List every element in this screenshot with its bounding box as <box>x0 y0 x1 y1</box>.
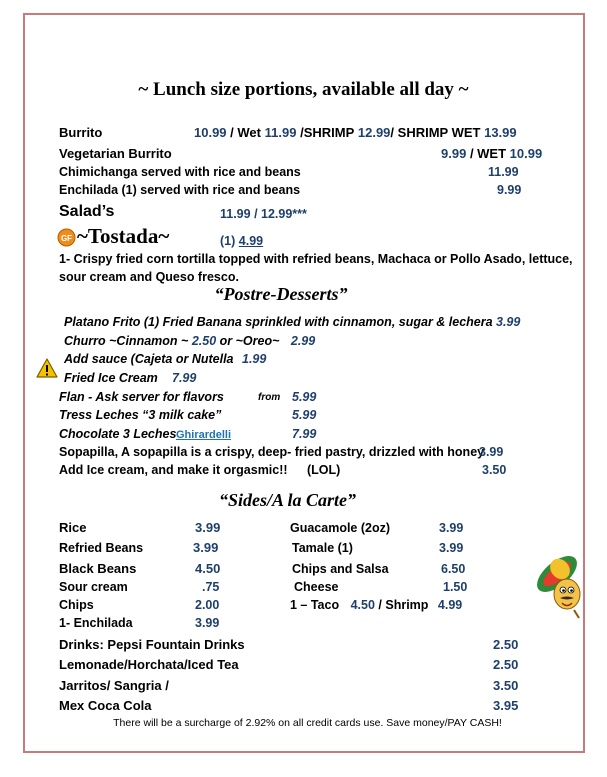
burrito-shrimp-price: 12.99 <box>357 125 391 140</box>
sides-heading: “Sides/A la Carte” <box>218 490 357 510</box>
page-title: ~ Lunch size portions, available all day ~ <box>138 79 469 100</box>
drink-coca-cola-price: 3.95 <box>493 698 519 713</box>
side-enchilada-price: 3.99 <box>195 616 220 630</box>
churro-cinnamon-price: 2.50 <box>191 334 217 348</box>
veg-burrito-wet-label: / WET <box>469 146 507 161</box>
chocolate-name: Chocolate 3 Leches <box>59 427 177 441</box>
tres-leches-price: 5.99 <box>292 408 317 422</box>
side-guacamole-name: Guacamole (2oz) <box>290 521 391 535</box>
warning-icon <box>36 358 58 378</box>
desserts-heading: “Postre-Desserts” <box>214 284 348 304</box>
flan-name: Flan - Ask server for flavors <box>59 390 224 404</box>
tostada-name: ~Tostada~ <box>77 224 170 248</box>
sauce-price: 1.99 <box>242 352 267 366</box>
side-sour-cream-name: Sour cream <box>59 580 128 594</box>
flan-price: 5.99 <box>292 390 317 404</box>
side-black-beans-price: 4.50 <box>195 561 221 576</box>
side-cheese-name: Cheese <box>294 580 339 594</box>
side-enchilada-name: 1- Enchilada <box>59 616 133 630</box>
side-guacamole-price: 3.99 <box>439 521 464 535</box>
side-refried-beans-name: Refried Beans <box>59 541 144 555</box>
platano-name: Platano Frito (1) Fried Banana sprinkled with cinnamon, sugar & lechera <box>64 315 493 329</box>
sopapilla-name: Sopapilla, A sopapilla is a crispy, deep- fried pastry, drizzled with honey <box>59 445 485 459</box>
side-taco-row <box>290 598 462 612</box>
tres-leches-name: Tress Leches “3 milk cake” <box>59 408 222 422</box>
enchilada-price: 9.99 <box>497 183 522 197</box>
drink-jarritos-price: 3.50 <box>493 678 519 693</box>
churro-oreo-price: 2.99 <box>290 334 316 348</box>
gluten-free-badge-icon <box>57 228 76 247</box>
side-taco-price: 4.50 <box>350 598 375 612</box>
tostada-prices <box>220 234 263 248</box>
burrito-shrimp-label: /SHRIMP <box>300 125 355 140</box>
burrito-wet-label: / Wet <box>230 125 261 140</box>
side-rice-name: Rice <box>59 520 87 535</box>
veg-burrito-wet-price: 10.99 <box>509 146 543 161</box>
veg-burrito-price: 9.99 <box>441 146 467 161</box>
churro-cinnamon-name: Churro ~Cinnamon ~ <box>64 334 189 348</box>
add-ice-cream-name: Add Ice cream, and make it orgasmic!! <box>59 463 288 477</box>
side-chips-salsa-name: Chips and Salsa <box>292 562 389 576</box>
platano-price: 3.99 <box>496 315 521 329</box>
side-sour-cream-price: .75 <box>202 580 220 594</box>
svg-text:GF: GF <box>60 234 73 243</box>
side-refried-beans-price: 3.99 <box>193 540 219 555</box>
side-tamale-name: Tamale (1) <box>292 541 353 555</box>
sopapilla-price: 3.99 <box>479 445 504 459</box>
side-rice-price: 3.99 <box>195 520 221 535</box>
drink-lemonade-price: 2.50 <box>493 657 519 672</box>
veg-burrito-prices <box>441 146 542 161</box>
drink-pepsi-name: Drinks: Pepsi Fountain Drinks <box>59 637 245 652</box>
side-cheese-price: 1.50 <box>443 580 468 594</box>
churro-row <box>64 334 315 348</box>
chocolate-price: 7.99 <box>292 427 317 441</box>
side-chips-salsa-price: 6.50 <box>441 562 466 576</box>
fried-ice-cream-price: 7.99 <box>172 371 197 385</box>
side-tamale-price: 3.99 <box>439 541 464 555</box>
salads-name: Salad’s <box>59 203 115 220</box>
side-chips-price: 2.00 <box>195 598 220 612</box>
sombrero-mascot-icon <box>527 548 583 624</box>
side-taco-shrimp-price: 4.99 <box>437 598 463 612</box>
surcharge-note: There will be a surcharge of 2.92% on all credit cards use. Save money/PAY CASH! <box>113 717 502 729</box>
churro-oreo-name: or ~Oreo~ <box>219 334 280 348</box>
burrito-shrimp-wet-label: / SHRIMP WET <box>390 125 481 140</box>
salads-price: 11.99 / 12.99*** <box>220 207 307 221</box>
ghirardelli-link[interactable]: Ghirardelli <box>176 429 232 441</box>
flan-from: from <box>258 392 281 403</box>
enchilada-name: Enchilada (1) served with rice and beans <box>59 183 301 197</box>
burrito-prices <box>194 125 517 140</box>
add-ice-cream-price: 3.50 <box>482 463 507 477</box>
burrito-wet-price: 11.99 <box>264 125 297 140</box>
drink-pepsi-price: 2.50 <box>493 637 519 652</box>
add-ice-cream-lol: (LOL) <box>307 463 341 477</box>
tostada-desc-line2: sour cream and Queso fresco. <box>59 270 239 284</box>
drink-jarritos-name: Jarritos/ Sangria / <box>59 678 169 693</box>
tostada-desc-line1: 1- Crispy fried corn tortilla topped with refried beans, Machaca or Pollo Asado, lettuce, <box>59 252 573 266</box>
side-taco-name: 1 – Taco <box>290 598 340 612</box>
sauce-name: Add sauce (Cajeta or Nutella <box>64 352 234 366</box>
tostada-price: 4.99 <box>238 234 264 248</box>
burrito-price: 10.99 <box>194 125 227 140</box>
drink-lemonade-name: Lemonade/Horchata/Iced Tea <box>59 657 239 672</box>
chimichanga-price: 11.99 <box>488 165 519 179</box>
side-chips-name: Chips <box>59 598 94 612</box>
drink-coca-cola-name: Mex Coca Cola <box>59 698 152 713</box>
tostada-qty: (1) <box>220 234 236 248</box>
fried-ice-cream-name: Fried Ice Cream <box>64 371 158 385</box>
side-black-beans-name: Black Beans <box>59 561 137 576</box>
burrito-shrimp-wet-price: 13.99 <box>484 125 517 140</box>
burrito-name: Burrito <box>59 125 103 140</box>
side-taco-shrimp-label: / Shrimp <box>378 598 429 612</box>
veg-burrito-name: Vegetarian Burrito <box>59 146 172 161</box>
chimichanga-name: Chimichanga served with rice and beans <box>59 165 301 179</box>
